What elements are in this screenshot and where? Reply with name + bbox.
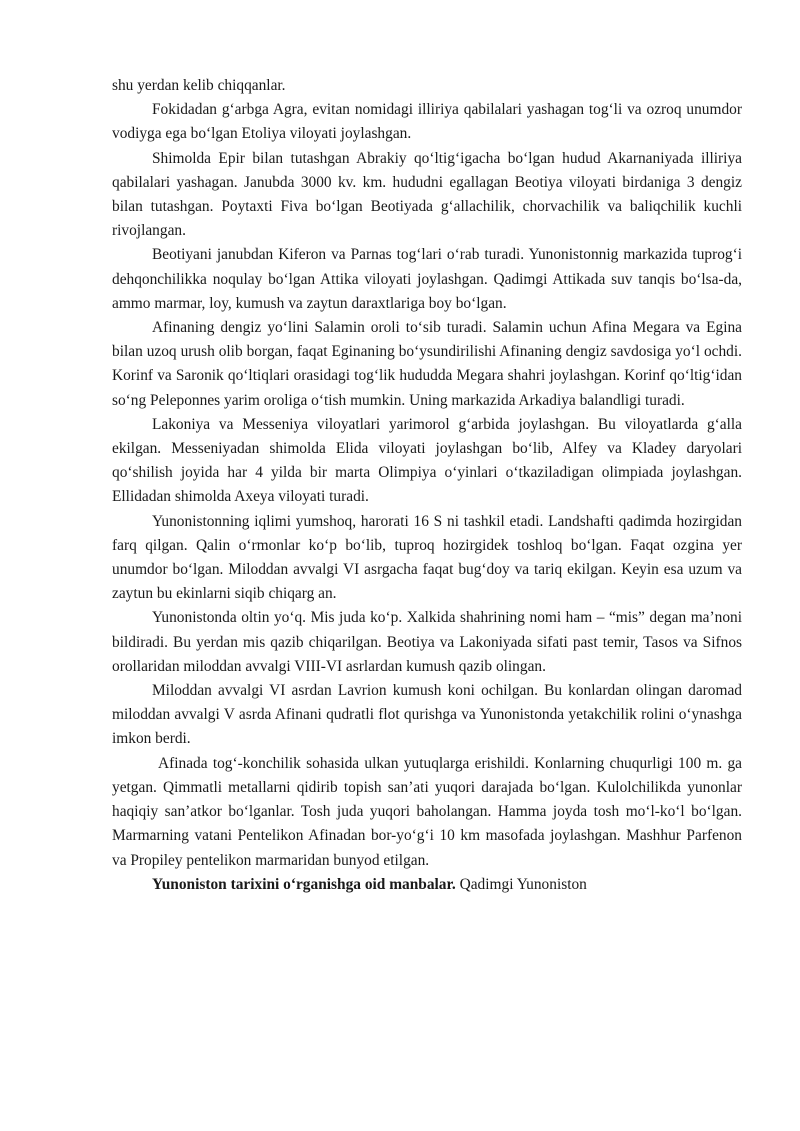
paragraph: Fokidadan g‘arbga Agra, evitan nomidagi illiriya qabilalari yashagan tog‘li va ozroq unumdor vodiyga ega bo‘lgan Etoliya viloyati joylashgan. xyxy=(112,101,742,143)
paragraph-text: Qadimgi Yunoniston xyxy=(455,875,587,893)
paragraph: Miloddan avvalgi VI asrdan Lavrion kumush koni ochilgan. Bu konlardan olingan daromad miloddan avvalgi V asrda Afinani qudratli flot qurishga va Yunonistonda yetakchilik rolini o‘ynashga imkon berdi. xyxy=(112,682,742,748)
paragraph: Afinaning dengiz yo‘lini Salamin oroli to‘sib turadi. Salamin uchun Afina Megara va Egina bilan uzoq urush olib borgan, faqat Eginaning bo‘ysundirilishi Afinaning dengiz savdosiga yo‘l ochdi. Korinf va Saronik qo‘ltiqlari orasidagi tog‘lik hududda Megara shahri joylashgan. Korinf qo‘ltig‘idan so‘ng Peleponnes yarim oroliga o‘tish mumkin. Uning markazida Arkadiya balandligi turadi. xyxy=(112,319,742,409)
paragraph-sources xyxy=(112,873,742,897)
paragraph: Afinada tog‘-konchilik sohasida ulkan yutuqlarga erishildi. Konlarning chuqurligi 100 m. ga yetgan. Qimmatli metallarni qidirib topish san’ati yuqori darajada bo‘lgan. Kulolchilikda yunonlar haqiqiy san’atkor bo‘lganlar. Tosh juda yuqori baholangan. Hamma joyda tosh mo‘l-ko‘l bo‘lgan. Marmarning vatani Pentelikon Afinadan bor-yo‘g‘i 10 km masofada joylashgan. Mashhur Parfenon va Propiley pentelikon marmaridan bunyod etilgan. xyxy=(112,754,742,869)
document-page xyxy=(112,74,742,897)
paragraph: Yunonistonning iqlimi yumshoq, harorati 16 S ni tashkil etadi. Landshafti qadimda hozirgidan farq qilgan. Qalin o‘rmonlar ko‘p bo‘lib, tuproq hozirgidek toshloq bo‘lgan. Faqat ozgina yer unumdor bo‘lgan. Miloddan avvalgi VI asrgacha faqat bug‘doy va tariq ekilgan. Keyin esa uzum va zaytun bu ekinlarni siqib chiqarg an. xyxy=(112,512,742,603)
paragraph: Shimolda Epir bilan tutashgan Abrakiy qo‘ltig‘igacha bo‘lgan hudud Akarnaniyada illiriya qabilalari yashagan. Janubda 3000 kv. km. hududni egallagan Beotiya viloyati birdaniga 3 dengiz bilan tutashgan. Poytaxti Fiva bo‘lgan Beotiyada g‘allachilik, chorvachilik va baliqchilik kuchli rivojlangan. xyxy=(112,149,742,240)
paragraph: Yunonistonda oltin yo‘q. Mis juda ko‘p. Xalkida shahrining nomi ham – “mis” degan ma’noni bildiradi. Bu yerdan mis qazib chiqarilgan. Beotiya va Lakoniyada sifati past temir, Tasos va Sifnos orollaridan miloddan avvalgi VIII-VI asrlardan kumush qazib olingan. xyxy=(112,609,742,675)
section-heading: Yunoniston tarixini o‘rganishga oid manbalar. xyxy=(152,875,456,893)
paragraph: Lakoniya va Messeniya viloyatlari yarimorol g‘arbida joylashgan. Bu viloyatlarda g‘alla ekilgan. Messeniyadan shimolda Elida viloyati joylashgan bo‘lib, Alfey va Kladey daryolari qo‘shilish joyida har 4 yilda bir marta Olimpiya o‘yinlari o‘tkaziladigan olimpiada joylashgan. Ellidadan shimolda Axeya viloyati turadi. xyxy=(112,415,742,506)
paragraph: Beotiyani janubdan Kiferon va Parnas tog‘lari o‘rab turadi. Yunonistonnig markazida tuprog‘i dehqonchilikka noqulay bo‘lgan Attika viloyati joylashgan. Qadimgi Attikada suv tanqis bo‘lsa-da, ammo marmar, loy, kumush va zaytun daraxtlariga boy bo‘lgan. xyxy=(112,246,742,312)
paragraph-continuation: shu yerdan kelib chiqqanlar. xyxy=(112,77,286,94)
